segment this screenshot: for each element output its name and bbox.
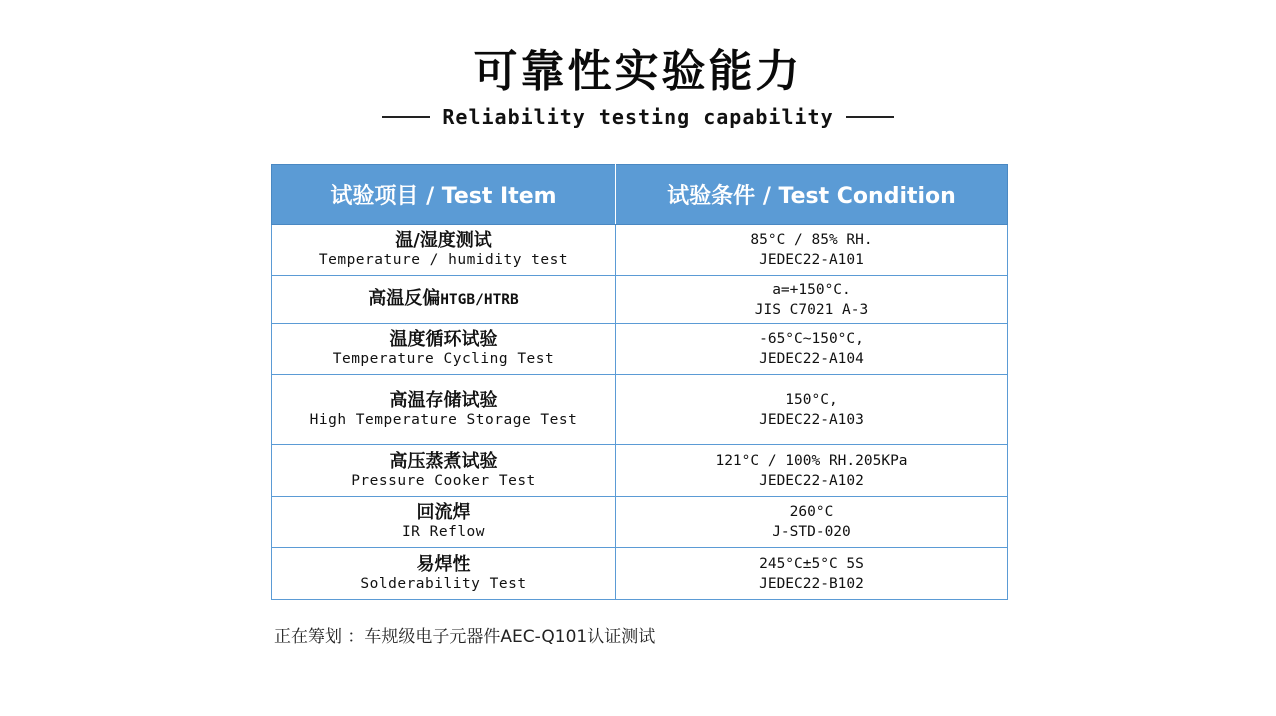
- table-row: [272, 225, 1008, 276]
- test-item-zh: 高温存储试验: [389, 389, 498, 411]
- table-row: [272, 445, 1008, 497]
- test-item-zh: 高压蒸煮试验: [389, 450, 498, 472]
- condition-line-2: JIS C7021 A-3: [754, 301, 869, 318]
- test-item-cell: [272, 375, 616, 445]
- table-row: [272, 324, 1008, 375]
- subtitle-rule-left: [382, 116, 430, 118]
- test-item-zh: 温度循环试验: [389, 329, 498, 350]
- condition-line-1: 260°C: [789, 504, 834, 520]
- condition-line-1: 245°C±5°C 5S: [759, 555, 864, 572]
- condition-line-2: JEDEC22-A103: [759, 411, 864, 428]
- table-row: [272, 497, 1008, 548]
- test-item-cell: [272, 324, 616, 375]
- test-item-zh: 温/湿度测试: [395, 230, 492, 251]
- test-condition-cell: [616, 375, 1008, 445]
- test-condition-cell: [616, 445, 1008, 497]
- test-condition-cell: [616, 276, 1008, 324]
- test-item-zh: 回流焊: [416, 502, 471, 523]
- test-item-cell: [272, 445, 616, 497]
- condition-line-2: JEDEC22-A101: [759, 252, 864, 268]
- page-title: 可靠性实验能力: [473, 46, 803, 97]
- condition-line-1: 85°C / 85% RH.: [750, 232, 873, 248]
- test-item-zh-text: 高温反偏: [368, 288, 441, 309]
- table-header-row: [272, 165, 1008, 225]
- header-test-item: 试验项目 / Test Item: [272, 165, 616, 225]
- page-subtitle: [0, 105, 1276, 129]
- test-item-en: Temperature / humidity test: [318, 252, 569, 268]
- test-item-cell: [272, 276, 616, 324]
- test-item-en: Solderability Test: [360, 575, 527, 592]
- test-item-zh: [278, 288, 609, 311]
- test-item-en: High Temperature Storage Test: [309, 411, 578, 428]
- test-item-cell: [272, 497, 616, 548]
- header-test-condition: 试验条件 / Test Condition: [616, 165, 1008, 225]
- reliability-test-table: [271, 164, 1008, 600]
- table-row: [272, 375, 1008, 445]
- subtitle-rule-right: [846, 116, 894, 118]
- condition-line-2: JEDEC22-B102: [759, 575, 864, 592]
- planning-note: 正在筹划 ：车规级电子元器件AEC-Q101认证测试: [274, 627, 656, 647]
- table-row: [272, 548, 1008, 600]
- test-item-inline-en: HTGB/HTRB: [440, 292, 519, 308]
- condition-line-2: JEDEC22-A102: [759, 472, 864, 489]
- test-condition-cell: [616, 497, 1008, 548]
- condition-line-2: J-STD-020: [772, 524, 851, 540]
- test-item-cell: [272, 548, 616, 600]
- table-row: [272, 276, 1008, 324]
- test-item-en: IR Reflow: [401, 524, 486, 540]
- condition-line-2: JEDEC22-A104: [759, 351, 864, 367]
- condition-line-1: -65°C~150°C,: [759, 331, 864, 347]
- test-item-en: Pressure Cooker Test: [351, 472, 536, 489]
- test-item-zh: 易焊性: [416, 553, 471, 575]
- condition-line-1: 121°C / 100% RH.205KPa: [715, 452, 908, 469]
- condition-line-1: a=+150°C.: [772, 281, 851, 298]
- condition-line-1: 150°C,: [785, 391, 838, 408]
- test-item-cell: [272, 225, 616, 276]
- test-condition-cell: [616, 324, 1008, 375]
- test-condition-cell: [616, 225, 1008, 276]
- test-condition-cell: [616, 548, 1008, 600]
- test-item-en: Temperature Cycling Test: [332, 351, 555, 367]
- subtitle-text: Reliability testing capability: [442, 105, 834, 129]
